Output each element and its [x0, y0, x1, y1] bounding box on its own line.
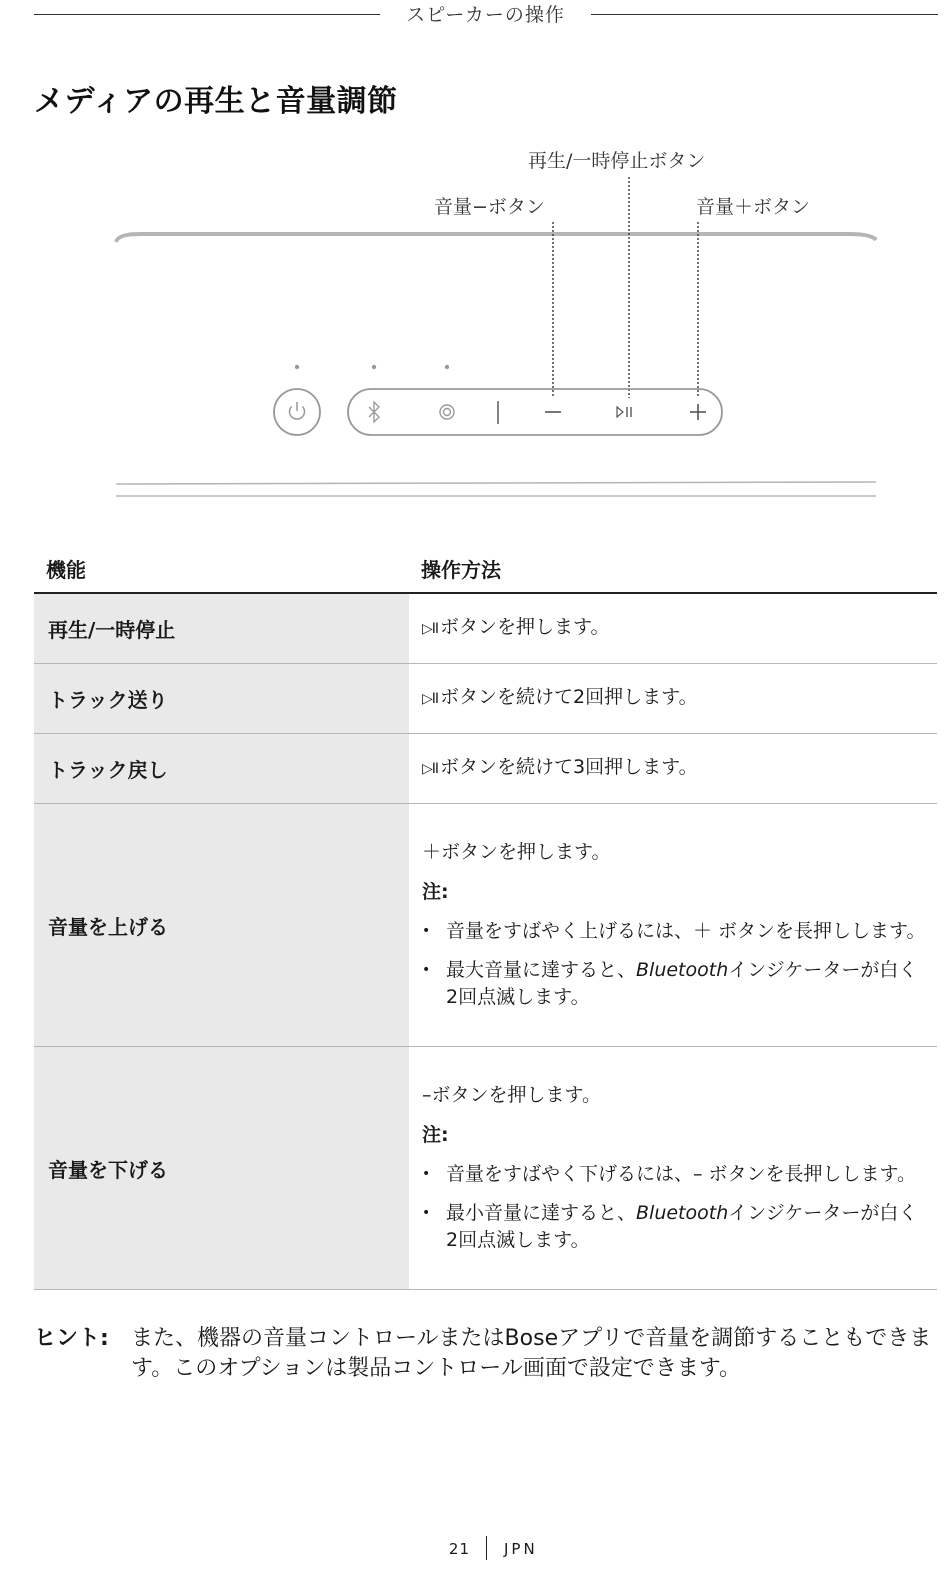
note-label: 注: — [422, 881, 449, 903]
note-bullet: • 音量をすばやく下げるには、– ボタンを長押しします。 — [422, 1161, 927, 1188]
operation-cell — [409, 804, 937, 1046]
callout-volume-up: 音量＋ボタン — [696, 196, 811, 218]
header-rule-right — [591, 14, 938, 15]
indicator-dot-power — [295, 365, 299, 369]
tip-label: ヒント: — [34, 1326, 109, 1351]
note-bullet: • 最大音量に達すると、Bluetoothインジケーターが白く2回点滅します。 — [422, 957, 927, 1011]
play-pause-icon: ▷II — [422, 621, 439, 637]
indicator-dot-bluetooth — [372, 365, 376, 369]
table-row — [34, 804, 937, 1047]
bose-app-icon — [440, 405, 454, 419]
header-rule-left — [34, 14, 380, 15]
function-cell: 音量を下げる — [34, 1047, 409, 1289]
function-cell: 音量を上げる — [34, 804, 409, 1046]
indicator-dot-app — [445, 365, 449, 369]
function-cell: トラック送り — [34, 664, 409, 733]
speaker-control-diagram — [0, 130, 950, 510]
callout-play-pause: 再生/一時停止ボタン — [528, 150, 706, 172]
note-bullet: • 音量をすばやく上げるには、＋ ボタンを長押しします。 — [422, 918, 927, 945]
page-title: メディアの再生と音量調節 — [34, 84, 398, 119]
plus-icon — [690, 404, 706, 420]
speaker-bottom-line-1 — [116, 482, 876, 484]
operation-text: –ボタンを押します。 — [422, 1084, 601, 1106]
header-function: 機能 — [46, 558, 86, 582]
table-header — [34, 548, 937, 594]
bluetooth-icon — [369, 402, 379, 422]
table-row — [34, 734, 937, 804]
footer-divider — [486, 1536, 487, 1560]
page-footer — [0, 1534, 950, 1564]
table-row — [34, 664, 937, 734]
function-table — [34, 548, 937, 1290]
function-cell: トラック戻し — [34, 734, 409, 803]
note-label: 注: — [422, 1124, 449, 1146]
page-number: 21 — [448, 1540, 470, 1558]
operation-cell — [409, 1047, 937, 1289]
tip-text: また、機器の音量コントロールまたはBoseアプリで音量を調節することもできます。このオプションは製品コントロール画面で設定できます。 — [131, 1326, 932, 1381]
play-pause-icon: ▷II — [422, 691, 439, 707]
operation-text: ボタンを押します。 — [440, 616, 610, 638]
speaker-top-edge — [116, 234, 876, 242]
page-header — [34, 0, 938, 26]
callout-volume-down: 音量−ボタン — [434, 196, 545, 218]
operation-text: ボタンを続けて2回押します。 — [440, 686, 698, 708]
power-icon — [274, 389, 320, 435]
table-row — [34, 594, 937, 664]
operation-cell — [409, 594, 937, 663]
operation-text: ボタンを続けて3回押します。 — [440, 756, 698, 778]
section-title: スピーカーの操作 — [406, 4, 565, 26]
operation-cell — [409, 734, 937, 803]
tip-block — [34, 1324, 944, 1384]
operation-cell — [409, 664, 937, 733]
language-code: JPN — [504, 1540, 538, 1558]
operation-text: ＋ボタンを押します。 — [422, 841, 611, 863]
note-bullet: • 最小音量に達すると、Bluetoothインジケーターが白く2回点滅します。 — [422, 1200, 927, 1254]
table-row — [34, 1047, 937, 1290]
function-cell: 再生/一時停止 — [34, 594, 409, 663]
control-panel-outline — [348, 389, 722, 435]
play-pause-icon: ▷II — [422, 761, 439, 777]
play-pause-icon — [617, 407, 631, 417]
header-operation: 操作方法 — [421, 558, 501, 582]
